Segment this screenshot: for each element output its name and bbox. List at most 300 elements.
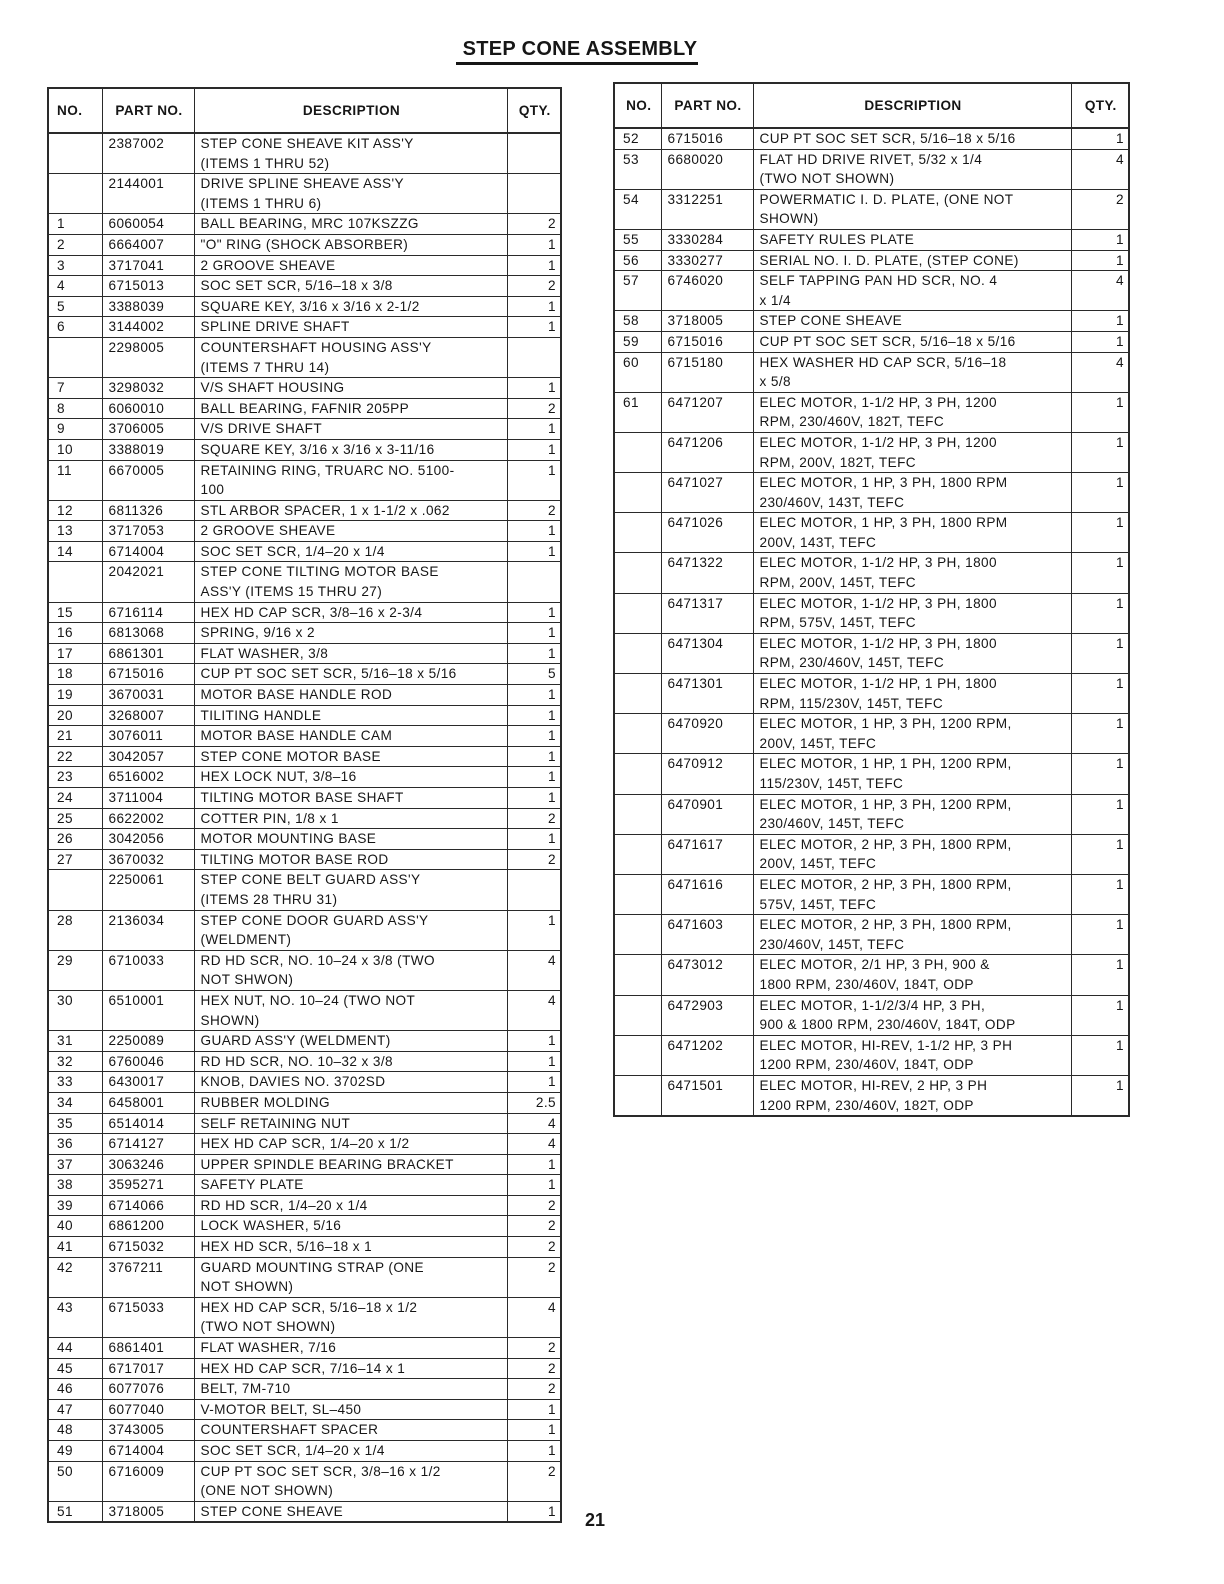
description-line: ELEC MOTOR, 1 HP, 3 PH, 1200 RPM, xyxy=(759,796,1012,812)
description-line: RPM, 230/460V, 182T, TEFC xyxy=(759,414,945,430)
item-number xyxy=(614,674,661,714)
description xyxy=(194,133,507,174)
description xyxy=(194,726,507,747)
quantity: 1 xyxy=(1071,915,1129,955)
description xyxy=(194,439,507,460)
description-line: SQUARE KEY, 3/16 x 3/16 x 3-11/16 xyxy=(200,441,435,457)
part-number: 6470912 xyxy=(661,754,753,794)
item-number: 10 xyxy=(48,439,102,460)
item-number: 37 xyxy=(48,1154,102,1175)
description xyxy=(194,1175,507,1196)
description xyxy=(194,1379,507,1400)
description xyxy=(753,834,1071,874)
table-row xyxy=(614,874,1129,914)
description-line: GUARD ASS'Y (WELDMENT) xyxy=(200,1033,391,1049)
description-line: 1800 RPM, 230/460V, 184T, ODP xyxy=(759,976,974,992)
table-row xyxy=(48,1216,561,1237)
quantity: 1 xyxy=(507,541,561,562)
part-number: 6471027 xyxy=(661,473,753,513)
description xyxy=(753,955,1071,995)
table-row xyxy=(48,1051,561,1072)
table-row xyxy=(614,473,1129,513)
part-number: 3268007 xyxy=(102,705,194,726)
table-row xyxy=(48,296,561,317)
part-number: 6664007 xyxy=(102,234,194,255)
description xyxy=(753,128,1071,149)
table-row xyxy=(48,234,561,255)
quantity: 1 xyxy=(507,1420,561,1441)
item-number: 35 xyxy=(48,1113,102,1134)
quantity: 4 xyxy=(507,950,561,990)
quantity: 1 xyxy=(507,643,561,664)
quantity: 1 xyxy=(1071,473,1129,513)
description-line: SAFETY RULES PLATE xyxy=(759,231,915,247)
quantity: 4 xyxy=(507,990,561,1030)
table-row xyxy=(48,1113,561,1134)
description-line: "O" RING (SHOCK ABSORBER) xyxy=(200,236,409,252)
description xyxy=(194,664,507,685)
item-number xyxy=(614,794,661,834)
item-number: 30 xyxy=(48,990,102,1030)
quantity: 1 xyxy=(507,296,561,317)
description-line: ELEC MOTOR, 1 HP, 3 PH, 1800 RPM xyxy=(759,475,1008,491)
description-line: CUP PT SOC SET SCR, 5/16–18 x 5/16 xyxy=(759,131,1016,146)
table-row xyxy=(614,352,1129,392)
item-number: 25 xyxy=(48,808,102,829)
quantity: 2 xyxy=(1071,189,1129,229)
table-row xyxy=(48,337,561,377)
quantity: 1 xyxy=(1071,955,1129,995)
part-number: 6471026 xyxy=(661,513,753,553)
description-line: SPRING, 9/16 x 2 xyxy=(200,625,315,641)
description xyxy=(194,623,507,644)
quantity: 2 xyxy=(507,1216,561,1237)
table-row xyxy=(48,808,561,829)
item-number xyxy=(614,874,661,914)
part-number: 3312251 xyxy=(661,189,753,229)
part-number: 6746020 xyxy=(661,271,753,311)
quantity: 1 xyxy=(507,1154,561,1175)
table-row xyxy=(48,1358,561,1379)
table-row xyxy=(614,311,1129,332)
quantity: 1 xyxy=(507,1501,561,1522)
description xyxy=(194,1399,507,1420)
part-number: 6458001 xyxy=(102,1092,194,1113)
description-line: MOTOR MOUNTING BASE xyxy=(200,831,377,847)
description-line: KNOB, DAVIES NO. 3702SD xyxy=(200,1074,386,1090)
column-header-qty: QTY. xyxy=(507,88,561,133)
description-line: STEP CONE TILTING MOTOR BASE xyxy=(200,564,439,580)
description-line: ELEC MOTOR, 1-1/2 HP, 3 PH, 1800 xyxy=(759,635,997,651)
table-row xyxy=(48,664,561,685)
table-row xyxy=(48,276,561,297)
description-line: RPM, 230/460V, 145T, TEFC xyxy=(759,655,945,671)
item-number xyxy=(614,754,661,794)
table-row xyxy=(614,995,1129,1035)
part-number: 6510001 xyxy=(102,990,194,1030)
item-number: 15 xyxy=(48,602,102,623)
item-number: 44 xyxy=(48,1338,102,1359)
description-line: (TWO NOT SHOWN) xyxy=(759,171,895,187)
description-line: 900 & 1800 RPM, 230/460V, 184T, ODP xyxy=(759,1017,1016,1033)
part-number: 2250061 xyxy=(102,870,194,910)
description-line: (ITEMS 28 THRU 31) xyxy=(200,891,338,907)
part-number: 6861301 xyxy=(102,643,194,664)
description xyxy=(194,460,507,500)
description xyxy=(753,149,1071,189)
description xyxy=(194,808,507,829)
table-row xyxy=(48,541,561,562)
quantity: 1 xyxy=(507,1441,561,1462)
part-number: 6470920 xyxy=(661,714,753,754)
quantity: 1 xyxy=(507,378,561,399)
column-header-no: NO. xyxy=(614,83,661,128)
table-row xyxy=(48,950,561,990)
quantity: 2 xyxy=(507,1257,561,1297)
table-row xyxy=(48,521,561,542)
part-number: 3595271 xyxy=(102,1175,194,1196)
table-row xyxy=(48,990,561,1030)
table-row xyxy=(48,643,561,664)
description-line: FLAT HD DRIVE RIVET, 5/32 x 1/4 xyxy=(759,151,983,167)
description xyxy=(194,746,507,767)
description xyxy=(753,995,1071,1035)
description xyxy=(753,874,1071,914)
description-line: (ONE NOT SHOWN) xyxy=(200,1483,334,1499)
quantity: 1 xyxy=(507,1031,561,1052)
item-number: 17 xyxy=(48,643,102,664)
quantity: 1 xyxy=(1071,714,1129,754)
column-header-part-no: PART NO. xyxy=(661,83,753,128)
description-line: RD HD SCR, NO. 10–32 x 3/8 xyxy=(200,1053,393,1069)
part-number: 6714004 xyxy=(102,541,194,562)
item-number: 31 xyxy=(48,1031,102,1052)
quantity: 1 xyxy=(1071,392,1129,432)
description-line: LOCK WASHER, 5/16 xyxy=(200,1218,342,1234)
quantity: 1 xyxy=(1071,874,1129,914)
part-number: 6760046 xyxy=(102,1051,194,1072)
description-line: SPLINE DRIVE SHAFT xyxy=(200,319,350,335)
description-line: MOTOR BASE HANDLE CAM xyxy=(200,728,393,744)
quantity: 4 xyxy=(1071,149,1129,189)
description-line: (TWO NOT SHOWN) xyxy=(200,1319,336,1335)
description-line: 230/460V, 145T, TEFC xyxy=(759,816,905,832)
part-number: 6714066 xyxy=(102,1195,194,1216)
part-number: 3767211 xyxy=(102,1257,194,1297)
table-row xyxy=(614,432,1129,472)
item-number: 56 xyxy=(614,250,661,271)
description-line: TILTING MOTOR BASE ROD xyxy=(200,851,389,867)
description xyxy=(194,1237,507,1258)
part-number: 6710033 xyxy=(102,950,194,990)
item-number: 7 xyxy=(48,378,102,399)
part-number: 6060054 xyxy=(102,214,194,235)
part-number: 6717017 xyxy=(102,1358,194,1379)
part-number: 6861401 xyxy=(102,1338,194,1359)
description xyxy=(194,1441,507,1462)
item-number: 38 xyxy=(48,1175,102,1196)
table-row xyxy=(48,1237,561,1258)
description-line: STEP CONE DOOR GUARD ASS'Y xyxy=(200,912,429,928)
quantity: 1 xyxy=(507,1072,561,1093)
description-line: V-MOTOR BELT, SL–450 xyxy=(200,1401,362,1417)
description-line: CUP PT SOC SET SCR, 5/16–18 x 5/16 xyxy=(759,333,1016,349)
item-number xyxy=(48,133,102,174)
description-line: 100 xyxy=(200,482,225,498)
table-row xyxy=(614,189,1129,229)
table-row xyxy=(614,955,1129,995)
description xyxy=(194,1257,507,1297)
description xyxy=(194,1216,507,1237)
quantity: 1 xyxy=(1071,674,1129,714)
description-line: TILITING HANDLE xyxy=(200,707,322,723)
description-line: ELEC MOTOR, 1-1/2 HP, 3 PH, 1800 xyxy=(759,595,997,611)
table-row xyxy=(614,754,1129,794)
description xyxy=(753,392,1071,432)
description-line: HEX HD CAP SCR, 5/16–18 x 1/2 xyxy=(200,1299,418,1315)
description-line: STEP CONE BELT GUARD ASS'Y xyxy=(200,872,421,888)
item-number xyxy=(614,834,661,874)
description xyxy=(194,1501,507,1522)
quantity xyxy=(507,174,561,214)
table-row xyxy=(614,674,1129,714)
part-number: 6813068 xyxy=(102,623,194,644)
quantity: 1 xyxy=(507,1399,561,1420)
part-number: 6077076 xyxy=(102,1379,194,1400)
quantity: 1 xyxy=(1071,331,1129,352)
quantity: 1 xyxy=(1071,794,1129,834)
quantity: 1 xyxy=(1071,593,1129,633)
quantity: 1 xyxy=(507,726,561,747)
part-number: 3388019 xyxy=(102,439,194,460)
description xyxy=(194,378,507,399)
table-row xyxy=(48,849,561,870)
description-line: RD HD SCR, NO. 10–24 x 3/8 (TWO xyxy=(200,952,435,968)
description-line: 1200 RPM, 230/460V, 184T, ODP xyxy=(759,1057,974,1073)
description-line: 230/460V, 145T, TEFC xyxy=(759,936,905,952)
description xyxy=(194,788,507,809)
description xyxy=(194,685,507,706)
table-row xyxy=(614,271,1129,311)
description xyxy=(194,602,507,623)
description xyxy=(194,500,507,521)
part-number: 3711004 xyxy=(102,788,194,809)
description xyxy=(194,1134,507,1155)
quantity xyxy=(507,562,561,602)
description-line: SAFETY PLATE xyxy=(200,1177,304,1193)
quantity: 1 xyxy=(507,910,561,950)
item-number: 40 xyxy=(48,1216,102,1237)
description xyxy=(194,829,507,850)
item-number: 26 xyxy=(48,829,102,850)
quantity: 1 xyxy=(1071,995,1129,1035)
description-line: BALL BEARING, MRC 107KSZZG xyxy=(200,216,419,232)
table-row xyxy=(48,214,561,235)
table-row xyxy=(48,829,561,850)
quantity: 1 xyxy=(507,685,561,706)
part-number: 6714127 xyxy=(102,1134,194,1155)
part-number: 2144001 xyxy=(102,174,194,214)
description xyxy=(194,1113,507,1134)
description-line: GUARD MOUNTING STRAP (ONE xyxy=(200,1259,424,1275)
description-line: SELF TAPPING PAN HD SCR, NO. 4 xyxy=(759,273,998,289)
item-number: 57 xyxy=(614,271,661,311)
table-row xyxy=(48,1031,561,1052)
description-line: SOC SET SCR, 5/16–18 x 3/8 xyxy=(200,278,393,294)
quantity: 1 xyxy=(507,317,561,338)
part-number: 3718005 xyxy=(661,311,753,332)
quantity: 2 xyxy=(507,1358,561,1379)
item-number: 1 xyxy=(48,214,102,235)
description xyxy=(753,1075,1071,1116)
part-number: 6514014 xyxy=(102,1113,194,1134)
description-line: HEX WASHER HD CAP SCR, 5/16–18 xyxy=(759,354,1007,370)
item-number: 14 xyxy=(48,541,102,562)
part-number: 6471501 xyxy=(661,1075,753,1116)
quantity: 1 xyxy=(507,1175,561,1196)
quantity: 1 xyxy=(1071,250,1129,271)
description-line: RPM, 200V, 145T, TEFC xyxy=(759,575,916,591)
description-line: COUNTERSHAFT HOUSING ASS'Y xyxy=(200,339,432,355)
quantity: 1 xyxy=(507,521,561,542)
part-number: 2298005 xyxy=(102,337,194,377)
part-number: 6471207 xyxy=(661,392,753,432)
parts-table-left-body xyxy=(48,133,561,1522)
description xyxy=(194,870,507,910)
quantity: 2 xyxy=(507,1195,561,1216)
description xyxy=(753,553,1071,593)
table-row xyxy=(614,794,1129,834)
description-line: x 1/4 xyxy=(759,292,791,308)
table-row xyxy=(614,513,1129,553)
table-row xyxy=(48,1175,561,1196)
parts-table-left xyxy=(47,87,562,1523)
quantity: 1 xyxy=(1071,633,1129,673)
part-number: 3042056 xyxy=(102,829,194,850)
part-number: 6471603 xyxy=(661,915,753,955)
description-line: 200V, 145T, TEFC xyxy=(759,856,877,872)
description-line: ELEC MOTOR, 2 HP, 3 PH, 1800 RPM, xyxy=(759,836,1012,852)
part-number: 3717053 xyxy=(102,521,194,542)
part-number: 6471617 xyxy=(661,834,753,874)
item-number xyxy=(614,995,661,1035)
part-number: 6430017 xyxy=(102,1072,194,1093)
description xyxy=(194,705,507,726)
part-number: 6471206 xyxy=(661,432,753,472)
quantity xyxy=(507,337,561,377)
part-number: 6715180 xyxy=(661,352,753,392)
description-line: CUP PT SOC SET SCR, 5/16–18 x 5/16 xyxy=(200,666,457,682)
part-number: 6470901 xyxy=(661,794,753,834)
description-line: SELF RETAINING NUT xyxy=(200,1115,351,1131)
item-number xyxy=(614,955,661,995)
part-number: 2387002 xyxy=(102,133,194,174)
table-row xyxy=(614,149,1129,189)
description-line: BALL BEARING, FAFNIR 205PP xyxy=(200,400,410,416)
part-number: 6861200 xyxy=(102,1216,194,1237)
item-number: 50 xyxy=(48,1461,102,1501)
description xyxy=(194,643,507,664)
item-number: 45 xyxy=(48,1358,102,1379)
item-number: 6 xyxy=(48,317,102,338)
description-line: ASS'Y (ITEMS 15 THRU 27) xyxy=(200,584,383,600)
quantity: 4 xyxy=(507,1297,561,1337)
description-line: ELEC MOTOR, HI-REV, 1-1/2 HP, 3 PH xyxy=(759,1037,1013,1053)
table-row xyxy=(48,1338,561,1359)
table-header-row xyxy=(48,88,561,133)
description-line: STEP CONE MOTOR BASE xyxy=(200,748,381,764)
part-number: 3743005 xyxy=(102,1420,194,1441)
item-number xyxy=(614,633,661,673)
quantity: 2.5 xyxy=(507,1092,561,1113)
description-line: HEX HD SCR, 5/16–18 x 1 xyxy=(200,1239,373,1255)
quantity: 1 xyxy=(507,705,561,726)
quantity: 2 xyxy=(507,849,561,870)
column-header-qty: QTY. xyxy=(1071,83,1129,128)
item-number: 19 xyxy=(48,685,102,706)
description xyxy=(194,276,507,297)
item-number: 21 xyxy=(48,726,102,747)
description-line: (ITEMS 1 THRU 52) xyxy=(200,155,330,171)
description-line: SHOWN) xyxy=(759,211,819,227)
description xyxy=(194,398,507,419)
part-number: 3388039 xyxy=(102,296,194,317)
item-number xyxy=(48,870,102,910)
description-line: (WELDMENT) xyxy=(200,932,292,948)
description xyxy=(753,513,1071,553)
description-line: SHOWN) xyxy=(200,1012,260,1028)
description-line: POWERMATIC I. D. PLATE, (ONE NOT xyxy=(759,191,1014,207)
column-header-part-no: PART NO. xyxy=(102,88,194,133)
description xyxy=(753,915,1071,955)
description xyxy=(753,473,1071,513)
part-number: 3670031 xyxy=(102,685,194,706)
description-line: 1200 RPM, 230/460V, 182T, ODP xyxy=(759,1097,974,1113)
table-row xyxy=(48,726,561,747)
item-number xyxy=(48,174,102,214)
item-number: 16 xyxy=(48,623,102,644)
description-line: V/S DRIVE SHAFT xyxy=(200,421,323,437)
item-number: 36 xyxy=(48,1134,102,1155)
table-row xyxy=(48,623,561,644)
page-number: 21 xyxy=(584,1510,606,1530)
quantity: 1 xyxy=(507,1051,561,1072)
part-number: 6471301 xyxy=(661,674,753,714)
part-number: 6471322 xyxy=(661,553,753,593)
description xyxy=(753,271,1071,311)
item-number: 60 xyxy=(614,352,661,392)
quantity: 1 xyxy=(507,419,561,440)
description xyxy=(194,562,507,602)
description-line: ELEC MOTOR, HI-REV, 2 HP, 3 PH xyxy=(759,1077,988,1093)
table-row xyxy=(48,1092,561,1113)
description-line: x 5/8 xyxy=(759,374,791,390)
table-row xyxy=(48,439,561,460)
description xyxy=(753,1035,1071,1075)
description xyxy=(753,189,1071,229)
table-row xyxy=(614,553,1129,593)
description xyxy=(194,174,507,214)
table-row xyxy=(614,593,1129,633)
description xyxy=(194,910,507,950)
description-line: HEX HD CAP SCR, 1/4–20 x 1/2 xyxy=(200,1136,410,1152)
column-header-description: DESCRIPTION xyxy=(753,83,1071,128)
description-line: FLAT WASHER, 3/8 xyxy=(200,645,329,661)
description-line: CUP PT SOC SET SCR, 3/8–16 x 1/2 xyxy=(200,1463,441,1479)
table-row xyxy=(48,562,561,602)
quantity: 1 xyxy=(1071,553,1129,593)
item-number: 61 xyxy=(614,392,661,432)
